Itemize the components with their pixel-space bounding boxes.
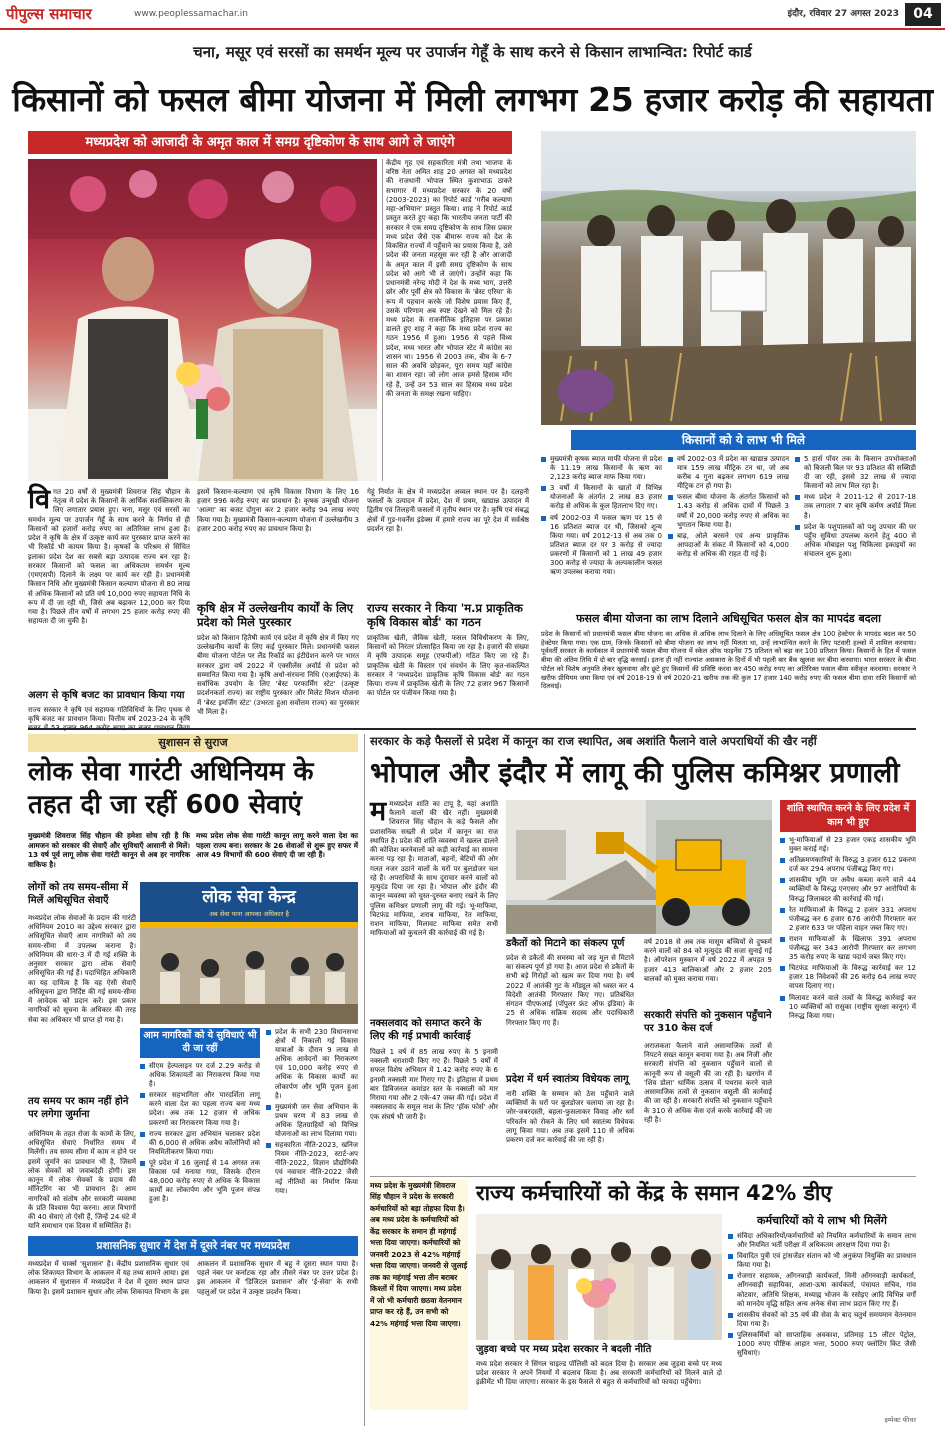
lok-seva-body-1: मध्यप्रदेश लोक सेवाओं के प्रदान की गारंटी अधिनियम 2010 का उद्देश्य सरकार द्वारा अधिसूचित सेवाएँ आम नागरिकों को तय समय-सीमा में उपलब्ध कराना है। अधिनियम की धारा-3 में दी गई शक्ति के अनुसार सरकार द्वारा लोक सेवाएँ अधिसूचित की गई हैं। पदाभिहित अधिकारी का यह दायित्व है कि वह ऐसी सेवाएँ अधिसूचना द्वारा निर्दिष्ट की गई समय-सीमा में आवेदक को प्रदान करें। इस प्रकार नागरिकों को सूचना के अधिकार की तरह सेवा का अधिकार भी प्राप्त हो गया है।: [28, 914, 136, 1024]
list-item: सीएम हेल्पलाइन पर दर्ज 2.29 करोड़ से अधिक शिकायतों का निराकरण किया गया है।: [140, 1062, 260, 1089]
list-item: फसल बीमा योजना के अंतर्गत किसानों को 1.43 करोड़ से अधिक दावों में पिछले 3 वर्षों में 20,000 करोड़ रुपए से अधिक का भुगतान किया गया है।: [668, 493, 789, 529]
peace-title: शांति स्थापित करने के लिए प्रदेश में काम भी हुए: [780, 800, 916, 832]
farmer-benefits-title: किसानों को ये लाभ भी मिले: [571, 430, 916, 450]
top-headline: किसानों को फसल बीमा योजना में मिली लगभग 25 हजार करोड़ की सहायता: [12, 80, 933, 119]
list-item: 3 वर्षों में किसानों के खातों में विभिन्न योजनाओं के अंतर्गत 2 लाख 83 हजार करोड़ से अधिक के कुल हितलाभ दिए गए।: [541, 484, 662, 511]
benefits-col-2: [668, 455, 789, 603]
top-body-col-2b: प्रदेश को किसान हितैषी कार्य एवं प्रदेश में कृषि क्षेत्र में किए गए उल्लेखनीय कार्यों के लिए कई पुरस्कार मिले। प्रधानमंत्री फसल बीमा योजना पोर्टल पर लैंड रिकॉर्ड का इंटीग्रेशन करने पर भारत सरकार द्वारा वर्ष 2022 में एक्सीलेंस अवॉर्ड से प्रदेश को सम्मानित किया गया है। कृषि अधो-संरचना निधि (एआईएफ) के सर्वाधिक उपयोग के लिए 'बेस्ट परफार्मिंग स्टेट' (उत्कृष्ट प्रदर्शनकर्ता राज्य) का राष्ट्रीय पुरस्कार और मिलेट मिशन योजना में 'बेस्ट इमर्जिंग स्टेट' (उभरता हुआ सर्वोत्तम राज्य) का पुरस्कार भी मिला है।: [197, 634, 359, 716]
list-item: संविदा अधिकारियों/कर्मचारियों को नियमित कर्मचारियों के समान लाभ और नियमित भर्ती परीक्षा में अधिकतम आरक्षण दिया गया है।: [728, 1232, 916, 1250]
drop-cap: वि: [28, 484, 51, 515]
list-item: बाढ़, ओले बरसने एवं अन्य प्राकृतिक आपदाओं के संकट में किसानों को 4,000 करोड़ से अधिक की राहत दी गई है।: [668, 532, 789, 559]
photo-illustration: [506, 800, 772, 934]
impact-feature-credit: इम्पेक्ट फीचर: [884, 1416, 916, 1424]
insurance-body: प्रदेश के किसानों को प्रधानमंत्री फसल बीमा योजना का अधिक से अधिक लाभ दिलाने के लिए अधिसूचित फसल क्षेत्र 100 हेक्टेयर के मापदंड बदल कर 50 हेक्टेयर किया गया। एक ग्राम, जिनके किसानों को बीमा योजना का लाभ नहीं मिलता था, उन्हें लाभान्वित करने के लिए पटवारी हल्को में शामिल करवाया। पूर्ववर्ती सरकार के कार्यकाल में प्रधानमंत्री फसल बीमा योजना में स्केल ऑफ फाइनेंस 75 प्रतिशत को बढ़ा कर 100 प्रतिशत किया। किसानों के हित में फसल बीमा की अंतिम तिथि में दो बार वृद्धि करवाई। इतना ही नहीं राज्यांश असकारा के दिनों में भी पहली बार बैंक खुलवा कर बीमा करवाया। भारत सरकार के बीमा पोर्टल को विशेष अनुमति लेकर खुलवाया और छूटे हुए किसानों की प्रविष्टि करवा कर 450 करोड़ रुपए का अतिरिक्त फसल बीमा स्वीकृत करवाया। सरकार ने खरीफ प्रीमियम जमा किया एवं वर्ष 2018-19 से वर्ष 2020-21 खरीफ तक की कुल 17 हजार 140 करोड़ रुपए की फसल बीमा दावा राशि किसानों को दिलवाई।: [541, 630, 916, 691]
list-item: वर्ष 2002-03 में फसल ऋण पर 15 से 16 प्रतिशत ब्याज दर थी, जिसको शून्य किया गया। वर्ष 2012-13 से अब तक 0 प्रतिशत ब्याज दर पर 3 करोड़ से ज्यादा प्रकरणों में किसानों को 1 लाख 49 हजार 300 करोड़ से ज्यादा के अल्पकालीन फसल ऋण उपलब्ध कराया गया।: [541, 514, 662, 578]
police-body-4: नारी शक्ति के सम्मान को ठेस पहुँचाने वाले व्यक्तियों के घरों पर बुलडोजर चलाया जा रहा है। जोर-जबरदस्ती, बहला-फुसलाकर विवाह और धर्म परिवर्तन को रोकने के लिए धर्म स्वातंत्र्य विधेयक लागू किया गया। अब तक इसमें 110 से अधिक प्रकरण दर्ज कर कार्रवाई की जा रही है।: [506, 1090, 634, 1145]
police-body-2: पिछले 1 वर्ष में 85 लाख रुपए के 5 इनामी नक्सली धराशायी किए गए हैं। पिछले 5 वर्षों में सफल विशेष अभियान में 1.42 करोड़ रुपए के 6 इनामी नक्सली मार गिराए गए हैं। इतिहास में प्रथम बार डिविजनल कमांडर स्तर के नक्सली को मार गिराया गया और 2 एके-47 जब्त की गई। प्रदेश में नक्सलवाद के समूल नाश के लिए 'हॉक फोर्स' और एक संघर्ष भी जारी है।: [370, 1048, 498, 1121]
newspaper-logo[interactable]: पीपुल्स समाचार: [6, 5, 92, 23]
list-item: सहकारिता नीति-2023, खनिज नियम नीति-2023, स्टार्ट-अप नीति-2022, विज्ञान प्रौद्योगिकी एवं नवाचार नीति-2022 जैसी नई नीतियों का निर्माण किया गया।: [266, 1141, 358, 1196]
top-intro-text: केंद्रीय गृह एवं सहकारिता मंत्री तथा भाजपा के वरिष्ठ नेता अमित शाह 20 अगस्त को मध्यप्रदेश की राजधानी भोपाल स्थित कुशाभाऊ ठाकरे सभागार में मध्यप्रदेश सरकार के 20 वर्षों (2003-2023) का रिपोर्ट कार्ड 'गरीब कल्याण महा-अभियान' प्रस्तुत किया। शाह ने रिपोर्ट कार्ड प्रस्तुत करते हुए कहा कि भारतीय जनता पार्टी की सरकार ने एक समग्र दृष्टिकोण के साथ जिस प्रकार मध्य प्रदेश जैसे एक बीमारू राज्य को देश के विकसित राज्यों में पहुँचाने का प्रयास किया है, उसे प्रदेश की जनता महसूस कर रही है और आजादी के अमृत काल में इसी समग्र दृष्टिकोण के साथ प्रदेश को आगे भी ले जाएंगे। उन्होंने कहा कि प्रधानमंत्री नरेन्द्र मोदी ने देश के मध्य भाग, उत्तरी छोर और पूर्वी क्षेत्र को विकास के 'ब्रेस्ट एरिया' के रूप में पहचान करके जो विशेष प्रयास किए हैं, उसके परिणाम अब स्पष्ट देखने को मिल रहे हैं। मध्य प्रदेश के राजनीतिक इतिहास पर प्रकाश डालते हुए शाह ने कहा कि मध्य प्रदेश राज्य का गठन 1956 में हुआ। 1956 से पहले विंध्य प्रदेश, मध्य भारत और भोपाल स्टेट में कांग्रेस का शासन था। 1956 से 2003 तक, बीच के 6-7 साल की अवधि छोड़कर, पूरा समय यहाँ कांग्रेस का शासन रहा। जो लोग आज हमसे हिसाब माँग रहे हैं, उन्हें उन 53 साल का हिसाब मध्य प्रदेश की जनता के समक्ष रखना चाहिए।: [386, 159, 512, 398]
list-item: भू-माफियाओं से 23 हजार एकड़ शासकीय भूमि मुक्त कराई गई।: [780, 836, 916, 854]
top-body-col-2: इसमें किसान-कल्याण एवं कृषि विकास विभाग के लिए 16 हजार 996 करोड़ रुपए का प्रावधान है। कृषक उन्मुखी योजना 'आत्मा' का बजट दोगुना कर 2 हजार करोड़ 94 लाख रुपए किया गया है। मुख्यमंत्री किसान-कल्याण योजना में उल्लेखनीय 3 हजार 200 करोड़ रुपए का प्रावधान किया है।: [197, 488, 359, 533]
list-item: पुलिसकर्मियों को साप्ताहिक अवकाश, प्रतिमाह 15 लीटर पेट्रोल, 1000 रुपए पौष्टिक आहार भत्ता, 5000 रुपए फ्लोटिंग किट जैसी सुविधाएं।: [728, 1331, 916, 1358]
police-body-6: अराजकता फैलाने वाले असामाजिक तत्वों से निपटने सख्त कानून बनाया गया है। अब निजी और सरकारी संपत्ति को नुकसान पहुँचाने वालों से कानूनी रूप से वसूली की जा रही है। खरगोन में 'शिव डोला' धार्मिक उत्सव में पथराव करने वाले असामाजिक तत्वों से नुकसान वसूली की कार्रवाई की जा रही है। सरकारी संपत्ति को नुकसान पहुँचाने के 310 से अधिक केस दर्ज करके कार्रवाई की जा रही है।: [644, 1042, 772, 1124]
list-item: अतिक्रमणकारियों के विरुद्ध 3 हजार 612 प्रकरण दर्ज कर 294 अपराध पंजीबद्ध किए गए।: [780, 856, 916, 874]
list-item: प्रदेश के सभी 230 विधानसभा क्षेत्रों में निकाली गई विकास यात्राओं के दौरान 9 लाख से अधिक आवेदनों का निराकरण एवं 10,000 करोड़ रुपए से अधिक के विकास कार्यों का लोकार्पण और भूमि पूजन हुआ है।: [266, 1028, 358, 1101]
farmer-benefits-list: [541, 455, 916, 603]
lok-seva-sub-1: लोगों को तय समय-सीमा में मिलें अधिसूचित सेवाएँ: [28, 882, 128, 906]
lok-seva-body-2: अधिनियम के तहत रोजा के कामों के लिए, अधिसूचित सेवाएं निर्धारित समय में मिलेंगी। तय समय सीमा में काम न होने पर इसमें जुर्माने का प्रावधान भी है, जिसमें लोक सेवकों को जवाबदेही होगी। इस कानून में लोक सेवकों के प्रदाय की मॉनिटरिंग का भी प्रावधान है। आम नागरिकों को संतोष और सरकारी व्यवस्था के प्रति विश्वास पैदा करना। आज विभागों की 40 सेवाएं तो ऐसी हैं, जिन्हें 24 घंटे में यानि समाधान एक दिवस में सम्मिलित हैं।: [28, 1130, 136, 1231]
police-sub-3: सरकारी संपत्ति को नुकसान पहुँचाने पर 310 केस दर्ज: [644, 1010, 772, 1034]
list-item: मुख्यमंत्री जन सेवा अभियान के प्रथम चरण में 83 लाख से अधिक हितग्राहियों को विभिन्न योजनाओं का लाभ दिलाया गया।: [266, 1103, 358, 1139]
police-body-5: वर्ष 2018 से अब तक मासूम बच्चियों से दुष्कर्म करने वालों को 84 को मृत्युदंड की सजा सुनाई गई है। ऑपरेशन मुस्कान में वर्ष 2022 में अपहत 9 हजार 413 बालिकाओं और 2 हजार 205 बालकों को मुक्त कराया गया।: [644, 938, 772, 983]
list-item: प्रदेश के पशुपालकों को पशु उपचार की घर पहुँच सुविधा उपलब्ध कराने हेतु 400 से अधिक मोबाइल पशु चिकित्सा इकाइयों का संचालन शुरू हुआ।: [795, 523, 916, 559]
admin-reform-body: मध्यप्रदेश में चार्क्स 'सुशासन' है। केंद्रीय प्रशासनिक सुधार एवं लोक शिकायत विभाग के आकलन में यह तथ्य सामने आया। इस आकलन में सुशासन में मध्यप्रदेश ने देश में दूसरा स्थान प्राप्त किया है। इसमें प्रशासन सुधार और लोक शिकायत विभाग के इस आकलन में प्रशासनिक सुधार में बहु ने दूसरा स्थान पाया है। पहले नंबर पर कर्नाटक रहा और तीसरे नंबर पर उत्तर प्रदेश है। इस आकलन में 'डिजिटल प्रशासन' और 'ई-सेवा' के सभी पहलुओं पर प्रदेश ने उत्कृष्ट प्रदर्शन किया।: [28, 1260, 358, 1296]
list-item: शासकीय भूमि पर अवैध कब्जा करने वाले 44 व्यक्तियों के विरुद्ध एनएसए और 97 आरोपियों के विरुद्ध जिलाबदर की कार्रवाई की गई।: [780, 876, 916, 903]
list-item: मुख्यमंत्री कृषक ब्याज माफी योजना से प्रदेश के 11.19 लाख किसानों के ऋण का 2,123 करोड़ ब्याज माफ किया गया।: [541, 455, 662, 482]
photo-farm-inspection: [541, 131, 916, 425]
column-divider: [364, 734, 365, 1426]
photo-illustration: [541, 131, 916, 425]
peace-list: [780, 836, 916, 1172]
section-divider: [28, 728, 916, 730]
police-sub-1: नक्सलवाद को समाप्त करने के लिए की गई प्रभावी कार्रवाई: [370, 1018, 482, 1042]
photo-bulldozer-demolition: [506, 800, 772, 934]
police-kicker: सरकार के कड़े फैसलों से प्रदेश में कानून का राज स्थापित, अब अशांति फैलाने वाले अपराधियों की खैर नहीं: [370, 734, 817, 748]
police-headline: भोपाल और इंदौर में लागू की पुलिस कमिश्नर प्रणाली: [370, 756, 900, 789]
lok-seva-benefits-col-2: [266, 1028, 358, 1232]
list-item: 5 हार्स पॉवर तक के किसान उपभोक्ताओं को बिजली बिल पर 93 प्रतिशत की सब्सिडी दी जा रही, इससे 32 लाख से ज्यादा किसानों को लाभ मिल रहा है।: [795, 455, 916, 491]
top-kicker: चना, मसूर एवं सरसों का समर्थन मूल्य पर उपार्जन गेहूँ के साथ करने से किसान लाभान्वित: रिपोर्ट कार्ड: [193, 43, 752, 61]
lok-seva-lede-left: मुख्यमंत्री शिवराज सिंह चौहान की हमेशा सोच रही है कि आमजन को सरकार की सेवाएँ और सुविधाएँ आसानी से मिलें। 13 वर्ष पूर्व लागू लोक सेवा गारंटी कानून से अब हर नागरिक वाकिफ है।: [28, 831, 190, 869]
insurance-title: फसल बीमा योजना का लाभ दिलाने अधिसूचित फसल क्षेत्र का मापदंड बदला: [576, 612, 881, 625]
list-item: रेत माफियाओं के विरुद्ध 2 हजार 331 अपराध पंजीबद्ध कर 6 हजार 676 आरोपी गिरफ्तार कर 2 हजार 633 पर पहिला वाहन जब्त किए गए।: [780, 906, 916, 933]
da-headline: राज्य कर्मचारियों को केंद्र के समान 42% डीए: [476, 1181, 832, 1205]
list-item: राशन माफियाओं के खिलाफ 391 अपराध पंजीबद्ध कर 343 आरोपी गिरफ्तार कर लगभग 35 करोड़ रुपए के खाद्य पदार्थ जब्त किए गए।: [780, 935, 916, 962]
lok-seva-sub-2: तय समय पर काम नहीं होने पर लगेगा जुर्माना: [28, 1096, 129, 1120]
section-divider: [370, 1176, 916, 1177]
column-divider: [382, 159, 383, 481]
top-strap: मध्यप्रदेश को आजादी के अमृत काल में समग्र दृष्टिकोण के साथ आगे ले जाएंगे: [28, 131, 512, 154]
list-item: पूरे प्रदेश में 16 जुलाई से 14 अगस्त तक विकास पर्व मनाया गया, जिसके दौरान 48,000 करोड़ रुपए से अधिक के विकास कार्यों का लोकार्पण और भूमि पूजन संपन्न हुआ है।: [140, 1159, 260, 1204]
list-item: शासकीय सेवकों को 35 वर्ष की सेवा के बाद चतुर्थ समयमान वेतनमान दिया गया है।: [728, 1311, 916, 1329]
top-body-col-3: गेहूं निर्यात के क्षेत्र में मध्यप्रदेश अव्वल स्थान पर है। दलहनी फसलों के उत्पादन में प्रदेश, देश में प्रथम, खाद्यान्न उत्पादन में द्वितीय एवं तिलहनी फसलों में तृतीय स्थान पर है। कृषि एवं संबद्ध क्षेत्रों में गुड-गवर्नेंस इंडेक्स में हमारे राज्य का पूरे देश में सर्वश्रेष्ठ प्रदर्शन रहा है।: [367, 488, 529, 533]
photo-illustration: [28, 159, 377, 481]
list-item: सरकार सहभागिता और पारदर्शिता लागू करने वाला देश का पहला राज्य बना मध्य प्रदेश। अब तक 12 हजार से अधिक प्रकरणों का निराकरण किया गया है।: [140, 1091, 260, 1127]
police-body-1: [370, 796, 498, 1014]
list-item: विवादित पुत्री एवं ट्रांसजेंडर संतान को भी अनुकंपा नियुक्ति का प्रावधान किया गया है।: [728, 1252, 916, 1270]
top-body-col-3b: प्राकृतिक खेती, जैविक खेती, फसल विविधीकरण के लिए, किसानों को निरंतर प्रोत्साहित किया जा रहा है। हजारों की संख्या में कृषि उत्पादक समूह (एफपीओ) गठित किए जा रहे हैं। प्राकृतिक खेती के विस्तार एवं संवर्धन के लिए कृत-संकल्पित सरकार ने 'मध्यप्रदेश प्राकृतिक कृषि विकास बोर्ड' का गठन किया। राज्य में प्राकृतिक खेती के लिए 72 हजार 967 किसानों का पोर्टल पर पंजीयन किया गया है।: [367, 634, 529, 698]
da-benefit-title: कर्मचारियों को ये लाभ भी मिलेंगे: [757, 1214, 887, 1227]
lok-seva-headline: लोक सेवा गारंटी अधिनियम के तहत दी जा रहीं 600 सेवाएं: [28, 757, 314, 821]
photo-cm-amit-shah: [28, 159, 377, 481]
benefits-col-1: [541, 455, 662, 603]
list-item: चिटफंड माफियाओं के विरुद्ध कार्रवाई कर 12 हजार 18 निवेशकों की 26 करोड़ 64 लाख रुपए वापस दिलाए गए।: [780, 964, 916, 991]
list-item: मध्य प्रदेश ने 2011-12 से 2017-18 तक लगातार 7 बार कृषि कर्मण अवॉर्ड मिला है।: [795, 493, 916, 520]
lok-seva-tag: सुशासन से सुराज: [28, 734, 358, 752]
lok-seva-lede-right: मध्य प्रदेश लोक सेवा गारंटी कानून लागू करने वाला देश का पहला राज्य बना। सरकार के 26 सेवाओं से शुरू हुए सफर में आज 49 विभागों की 600 सेवाएं दी जा रही हैं।: [196, 831, 358, 859]
police-sub-2: प्रदेश में धर्म स्वातंत्र्य विधेयक लागू: [506, 1074, 629, 1085]
body-text: गत 20 वर्षों से मुख्यमंत्री शिवराज सिंह चौहान के नेतृत्व में प्रदेश के किसानों के आर्थिक सशक्तिकरण के लिए लगातार प्रयास हुए। चना, मसूर एवं सरसों का समर्थन मूल्य पर उपार्जन गेहूँ के साथ करने के निर्णय से ही किसानों को हजारों करोड़ रुपए का अतिरिक्त लाभ हुआ है। प्रदेश ने कृषि के क्षेत्र में उत्कृष्ट कार्य कर पुरस्कार प्राप्त करने का भी रिकॉर्ड भी कायम किया है। कृषकों के परिश्रम से सिंचित इलाका प्रदेश देश का सबसे बड़ा उत्पादक राज्य बन रहा है। सरकार किसानों को फसल का अधिकतम समर्थन मूल्य (एमएसपी) दिलाने के लक्ष्य पर कार्य कर रही है। प्रधानमंत्री किसान निधि और मुख्यमंत्री किसान कल्याण योजना से 80 लाख से अधिक किसानों को प्रति वर्ष 10,000 रुपए सहायता निधि के रूप में दी जा रही थी, जिसे अब बढ़ाकर 12,000 कर दिया गया है। पिछले तीन वर्षों में लगभग 25 हजार करोड़ रुपए की सहायता दी जा चुकी है।: [28, 488, 191, 626]
list-item: राज्य सरकार द्वारा अभियान चलाकर प्रदेश की 6,000 से अधिक अवैध कॉलोनियों को नियमितीकरण किया गया।: [140, 1130, 260, 1157]
police-body-3: प्रदेश से डकैतों की समस्या को जड़ मूल से मिटाने का संकल्प पूर्ण हो गया है। आज प्रदेश से डकैतों के सभी बड़े गिरोहों को खत्म कर दिया गया है। वर्ष 2022 में आतंकी गुट के मॉड्यूल को ध्वस्त कर 4 विदेशी आतंकी गिरफ्तार किए गए। प्रतिबंधित संगठन पीएफआई (पॉपुलर फ्रंट ऑफ इंडिया) के 25 से अधिक सक्रिय सदस्य और पदाधिकारी गिरफ्तार किए गए हैं।: [506, 954, 634, 1027]
page-number: 04: [905, 3, 941, 26]
da-caption-body: मध्य प्रदेश सरकार ने सिंगल चाइल्ड पॉलिसी को बदल दिया है। सरकार अब जुड़वा बच्चे पर मध्य प्रदेश सरकार ने अपने नियमों में बदलाव किया है। अब सरकारी कर्मचारियों को मिलने वाले दो इंक्रीमेंट भी दिया जाएगा। सरकार के इस फैसले से बहुत से कर्मचारियों को फायदा पहुँचेगा।: [476, 1360, 722, 1387]
lok-seva-benefits-col-1: [140, 1062, 260, 1232]
da-benefits-list: [728, 1232, 916, 1412]
admin-reform-title: प्रशासनिक सुधार में देश में दूसरे नंबर पर मध्यप्रदेश: [28, 1236, 358, 1256]
da-sidebar: मध्य प्रदेश के मुख्यमंत्री शिवराज सिंह चौहान ने प्रदेश के सरकारी कर्मचारियों को बड़ा तोहफा दिया है। अब मध्य प्रदेश के कर्मचारियों को केंद्र सरकार के समान ही महंगाई भत्ता दिया जाएगा। कर्मचारियों को जनवरी 2023 से 42% महंगाई भत्ता दिया जाएगा। जनवरी से जुलाई तक का महंगाई भत्ता तीन बराबर किश्तों में दिया जाएगा। मध्य प्रदेश में जो भी कर्मचारी छठवा वेतनमान प्राप्त कर रहे हैं, उन सभी को 42% महंगाई भत्ता दिया जाएगा।: [370, 1180, 468, 1410]
list-item: रोजगार सहायक, आँगनवाड़ी कार्यकर्ता, मिनी आँगनवाड़ी कार्यकर्ता, आँगनवाड़ी सहायिका, आशा-ऊषा कार्यकर्ता, पंचायत सचिव, गांव कोटवार, अतिथि शिक्षक, मध्याह्न भोजन के रसोइए आदि विभिन्न वर्गों को मानदेय वृद्धि सहित अन्य अनेक सेवा लाभ प्रदान किए गए हैं।: [728, 1272, 916, 1308]
drop-cap: म: [370, 796, 387, 827]
photo-illustration: [476, 1214, 722, 1340]
lok-seva-benefit-title: आम नागरिकों को ये सुविधाएं भी दी जा रहीं: [140, 1028, 260, 1058]
photo-sign-subtitle: अब सेवा पाना आपका अधिकार है: [209, 910, 289, 918]
police-photo-caption: डकैतों को मिटाने का संकल्प पूर्ण: [506, 938, 625, 949]
photo-lok-seva-kendra: [140, 882, 358, 1024]
edition-date: इंदौर, रविवार 27 अगस्त 2023: [787, 9, 899, 19]
benefits-col-3: [795, 455, 916, 603]
top-body-col-1b: राज्य सरकार ने कृषि एवं सहायक गतिविधियों के लिए पृथक से कृषि बजट का प्रावधान किया। वित्तीय वर्ष 2023-24 के कृषि: [28, 706, 190, 724]
list-item: वर्ष 2002-03 में प्रदेश का खाद्यान्न उत्पादन मात्र 159 लाख मीट्रिक टन था, जो अब करीब 4 गुना बढ़कर लगभग 619 लाख मीट्रिक टन हो गया है।: [668, 455, 789, 491]
da-photo-caption: जुड़वा बच्चे पर मध्य प्रदेश सरकार ने बदली नीति: [476, 1344, 652, 1355]
sub-award: कृषि क्षेत्र में उल्लेखनीय कार्यों के लिए प्रदेश को मिले पुरस्कार: [197, 601, 354, 630]
photo-cm-employees: [476, 1214, 722, 1340]
list-item: मिलावट करने वाले तत्वों के विरुद्ध कार्रवाई कर 10 व्यक्तियों को रासुका (राष्ट्रीय सुरक्षा कानून) में निरुद्ध किया गया।: [780, 994, 916, 1021]
sub-board: राज्य सरकार ने किया 'म.प्र प्राकृतिक कृषि विकास बोर्ड' का गठन: [367, 601, 523, 630]
sub-budget: अलग से कृषि बजट का प्रावधान किया गया: [28, 690, 185, 701]
website-url[interactable]: www.peoplessamachar.in: [134, 9, 248, 19]
photo-sign-title: लोक सेवा केन्द्र: [202, 887, 296, 907]
top-body-col-1: [28, 484, 191, 700]
body-text: मध्यप्रदेश शांति का टापू है, यहां अशांति फैलाने वालों की खैर नहीं। मुख्यमंत्री शिवराज सिंह चौहान के कड़े फैसले और प्रशासनिक सख्ती से प्रदेश में कानून का राज स्थापित है। प्रदेश की शांति व्यवस्था में खलल डालने की कोशिश करनेवालों को कड़ी कार्रवाई का सामना करना पड़ रहा है। माताओं, बहनों, बेटियों की ओर गलत नजर उठाने वालों के घरों पर बुलडोजर चल रहे हैं। अपराधियों के साथ दुराचार करने वालों को मृत्युदंड दिया जा रहा है। भोपाल और इंदौर की कानून व्यवस्था को चुस्त-दुरुस्त बनाए रखने के लिए पुलिस कमिश्नर प्रणाली लागू की गई। भू-माफिया, चिटफंड माफिया, शराब माफिया, रेत माफिया, राशन माफिया, मिलावट माफिया समेत सभी माफियाओं को कुचलने की कार्रवाई की गई है।: [370, 800, 498, 938]
